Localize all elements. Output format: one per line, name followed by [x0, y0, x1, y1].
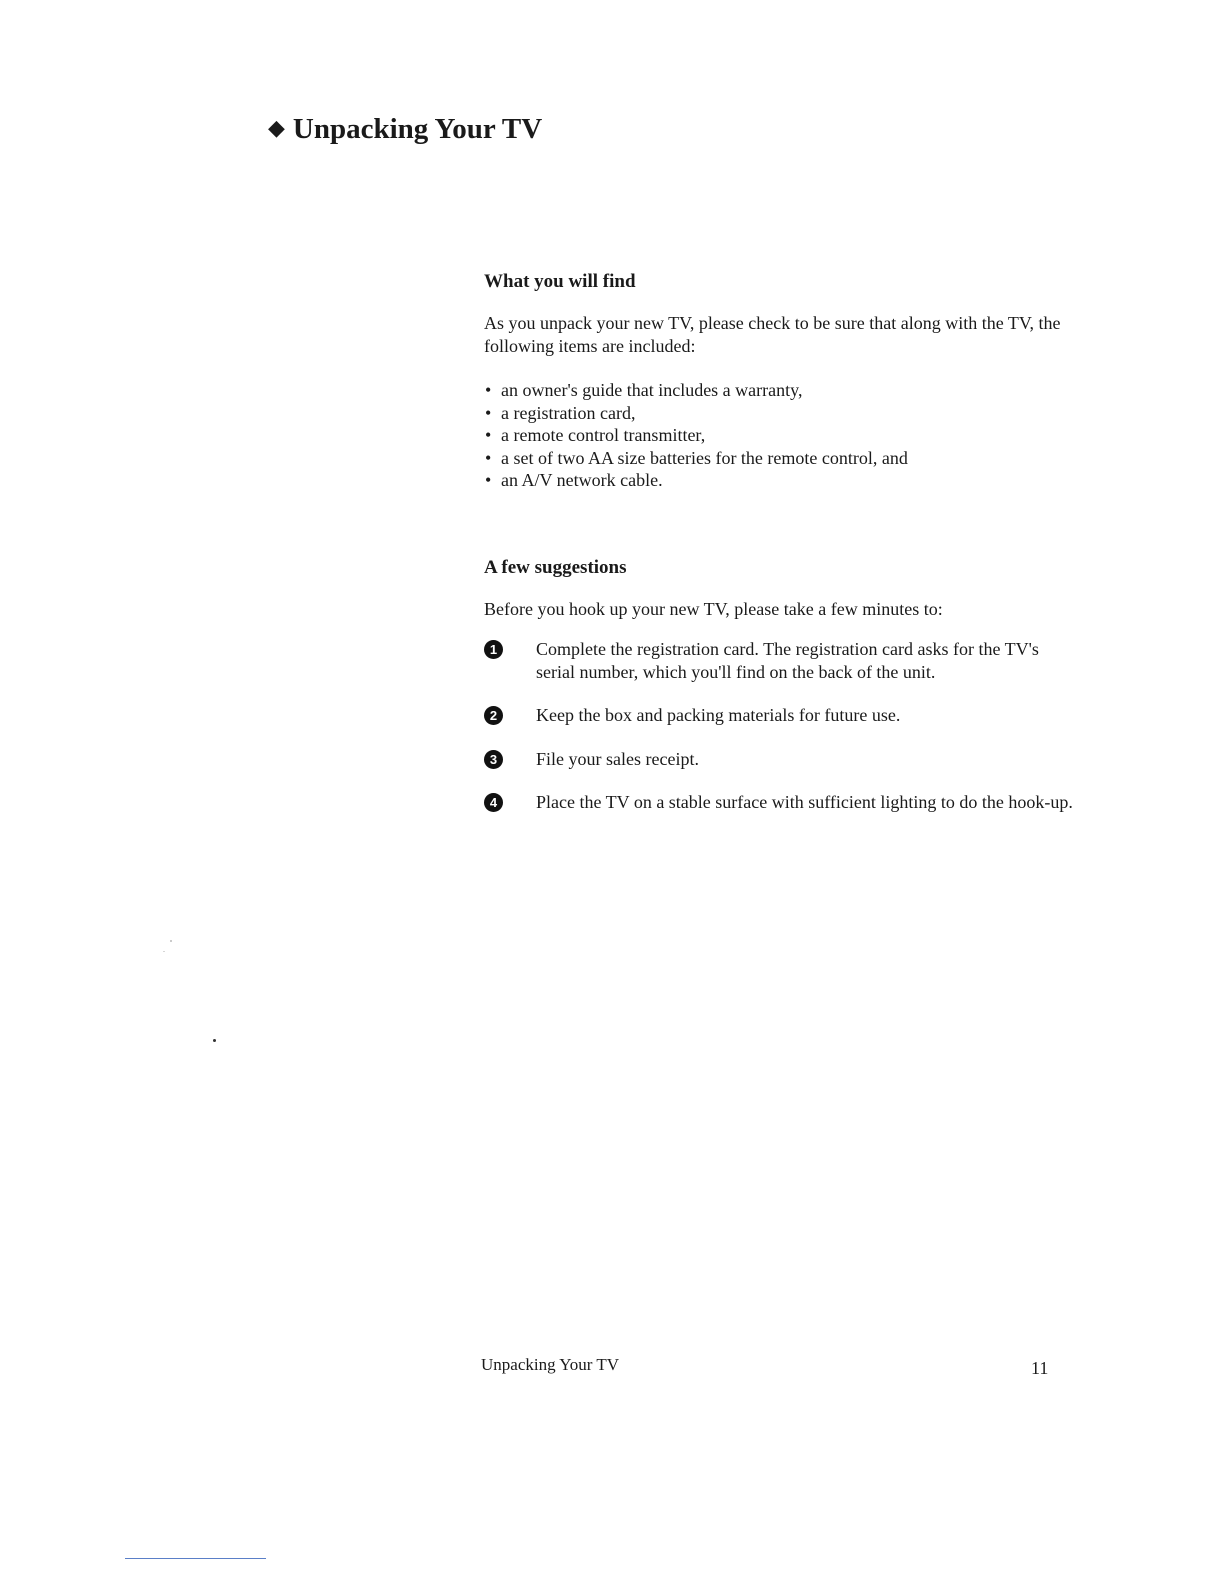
step-number-3-icon: 3 — [484, 750, 503, 769]
list-item-text: an owner's guide that includes a warranty, — [501, 380, 803, 400]
step-text: Keep the box and packing materials for future use. — [536, 705, 901, 725]
page-title — [268, 112, 542, 147]
list-item — [484, 379, 1074, 402]
main-content — [484, 268, 1074, 835]
step-text: Complete the registration card. The registration card asks for the TV's serial number, which you'll find on the back of the unit. — [536, 639, 1039, 682]
diamond-bullet-icon: ◆ — [268, 115, 285, 140]
bottom-rule-line — [125, 1558, 266, 1559]
a-few-suggestions-section — [484, 554, 1074, 814]
list-item — [484, 424, 1074, 447]
step-number-4-icon: 4 — [484, 793, 503, 812]
what-you-will-find-section — [484, 268, 1074, 492]
footer-section-title: Unpacking Your TV — [481, 1355, 620, 1374]
step-text: File your sales receipt. — [536, 748, 699, 769]
suggestions-intro-paragraph: Before you hook up your new TV, please take a few minutes to: — [484, 598, 943, 619]
step-number-1-icon: 1 — [484, 640, 503, 659]
page-title-text: Unpacking Your TV — [292, 113, 543, 145]
section-heading-what-you-will-find: What you will find — [484, 271, 636, 292]
step-number-2-icon: 2 — [484, 706, 503, 725]
step-item — [484, 748, 1074, 771]
bullet-icon: • — [485, 402, 492, 423]
step-text: Place the TV on a stable surface with sufficient lighting to do the hook-up. — [536, 792, 1073, 812]
scan-speck — [163, 951, 165, 952]
bullet-icon: • — [485, 447, 492, 468]
find-intro-paragraph: As you unpack your new TV, please check to be sure that along with the TV, the following items are included: — [484, 313, 1061, 356]
included-items-list — [484, 379, 1074, 492]
list-item-text: an A/V network cable. — [501, 470, 663, 490]
list-item — [484, 402, 1074, 425]
scan-speck — [213, 1039, 216, 1042]
page-number: 11 — [1031, 1358, 1049, 1378]
list-item-text: a registration card, — [501, 402, 636, 423]
step-item — [484, 704, 1074, 727]
list-item-text: a remote control transmitter, — [501, 425, 706, 445]
bullet-icon: • — [485, 380, 492, 400]
bullet-icon: • — [485, 425, 492, 445]
step-item — [484, 791, 1074, 814]
section-heading-a-few-suggestions: A few suggestions — [484, 556, 627, 578]
bullet-icon: • — [485, 470, 492, 490]
list-item — [484, 447, 1074, 470]
list-item — [484, 469, 1074, 492]
step-item — [484, 638, 1074, 683]
list-item-text: a set of two AA size batteries for the remote control, and — [501, 447, 908, 468]
suggestion-steps-list — [484, 638, 1074, 814]
scan-speck — [170, 940, 172, 942]
